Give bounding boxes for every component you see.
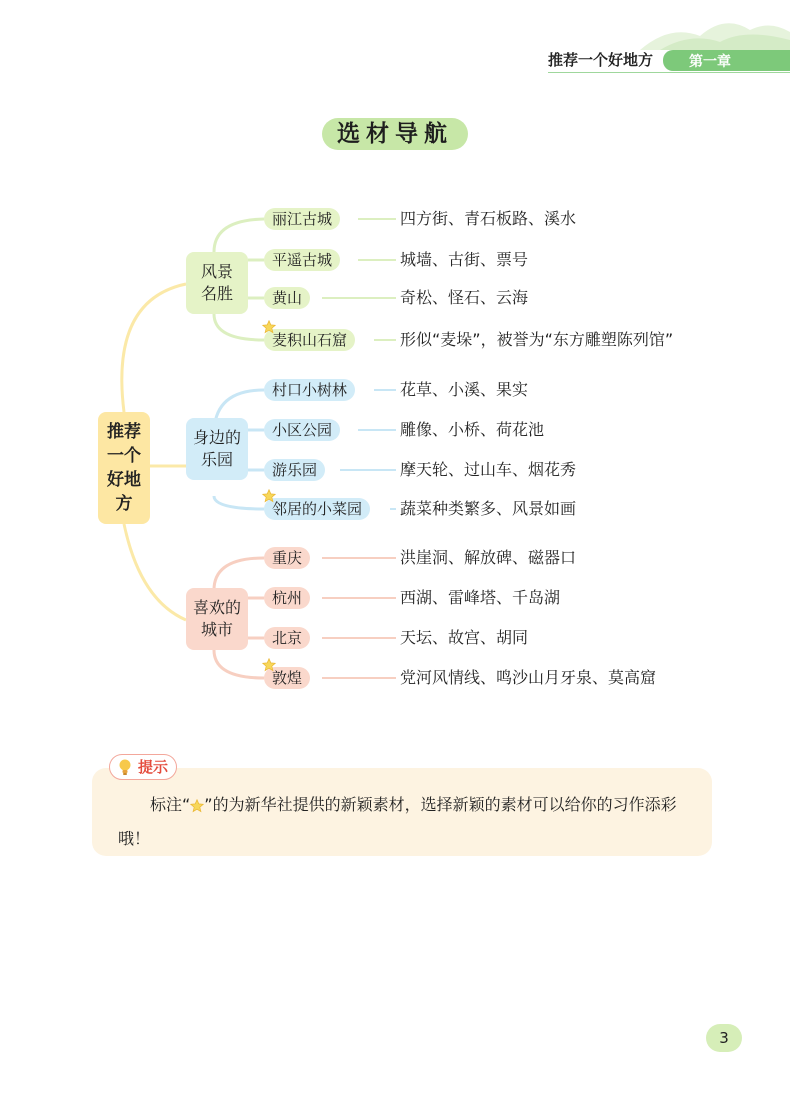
- category-line: 名胜: [200, 284, 233, 303]
- leaf-item: 平遥古城: [264, 249, 340, 271]
- tip-text-start: 标注“: [150, 795, 191, 814]
- leaf-item: 麦积山石窟: [264, 329, 355, 351]
- leaf-description: 奇松、怪石、云海: [400, 288, 529, 307]
- category-line: 身边的: [192, 428, 241, 447]
- leaf-description: 党河风情线、鸣沙山月牙泉、莫高窟: [400, 668, 657, 687]
- page-number: 3: [706, 1024, 742, 1052]
- category-scenic-spots: [186, 252, 248, 314]
- star-icon: [190, 799, 204, 813]
- leaf-item: 北京: [264, 627, 310, 649]
- category-line: 风景: [200, 262, 233, 281]
- category-favorite-city: [186, 588, 248, 650]
- leaf-description: 天坛、故宫、胡同: [400, 628, 529, 647]
- star-icon: [262, 320, 276, 334]
- tip-text-end: ”的为新华社提供的新颖素材，选择新颖的素材可以给你的习作添彩哦！: [118, 795, 677, 848]
- section-title: 选材导航: [337, 121, 453, 147]
- header-title: 推荐一个好地方: [548, 51, 654, 69]
- leaf-item: 小区公园: [264, 419, 340, 441]
- category-line: 喜欢的: [192, 598, 241, 617]
- category-line: 乐园: [200, 450, 233, 469]
- leaf-description: 雕像、小桥、荷花池: [400, 420, 545, 439]
- tip-text: [118, 788, 704, 856]
- leaf-description: 形似“麦垛”，被誉为“东方雕塑陈列馆”: [400, 330, 674, 349]
- tip-label: 提示: [138, 758, 169, 776]
- leaf-item: 黄山: [264, 287, 310, 309]
- leaf-item: 敦煌: [264, 667, 310, 689]
- root-line: 方: [115, 494, 133, 514]
- leaf-item: 重庆: [264, 547, 310, 569]
- root-line: 好地: [107, 470, 141, 490]
- leaf-item: 邻居的小菜园: [264, 498, 370, 520]
- leaf-item: 村口小树林: [264, 379, 355, 401]
- category-nearby-playground: [186, 418, 248, 480]
- star-icon: [262, 489, 276, 503]
- lightbulb-icon: [117, 758, 133, 776]
- leaf-item: 丽江古城: [264, 208, 340, 230]
- leaf-description: 花草、小溪、果实: [400, 380, 529, 399]
- root-line: 推荐: [107, 422, 141, 442]
- star-icon: [262, 658, 276, 672]
- leaf-description: 洪崖洞、解放碑、磁器口: [400, 548, 577, 567]
- chapter-label: 第一章: [689, 54, 731, 70]
- leaf-item: 游乐园: [264, 459, 325, 481]
- category-line: 城市: [200, 620, 233, 639]
- leaf-description: 城墙、古街、票号: [400, 250, 529, 269]
- leaf-item: 杭州: [264, 587, 310, 609]
- leaf-description: 摩天轮、过山车、烟花秀: [400, 460, 577, 479]
- leaf-description: 西湖、雷峰塔、千岛湖: [400, 588, 561, 607]
- mindmap-root: [98, 412, 150, 524]
- root-line: 一个: [107, 446, 141, 466]
- leaf-description: 蔬菜种类繁多、风景如画: [400, 499, 577, 518]
- leaf-description: 四方街、青石板路、溪水: [400, 209, 577, 228]
